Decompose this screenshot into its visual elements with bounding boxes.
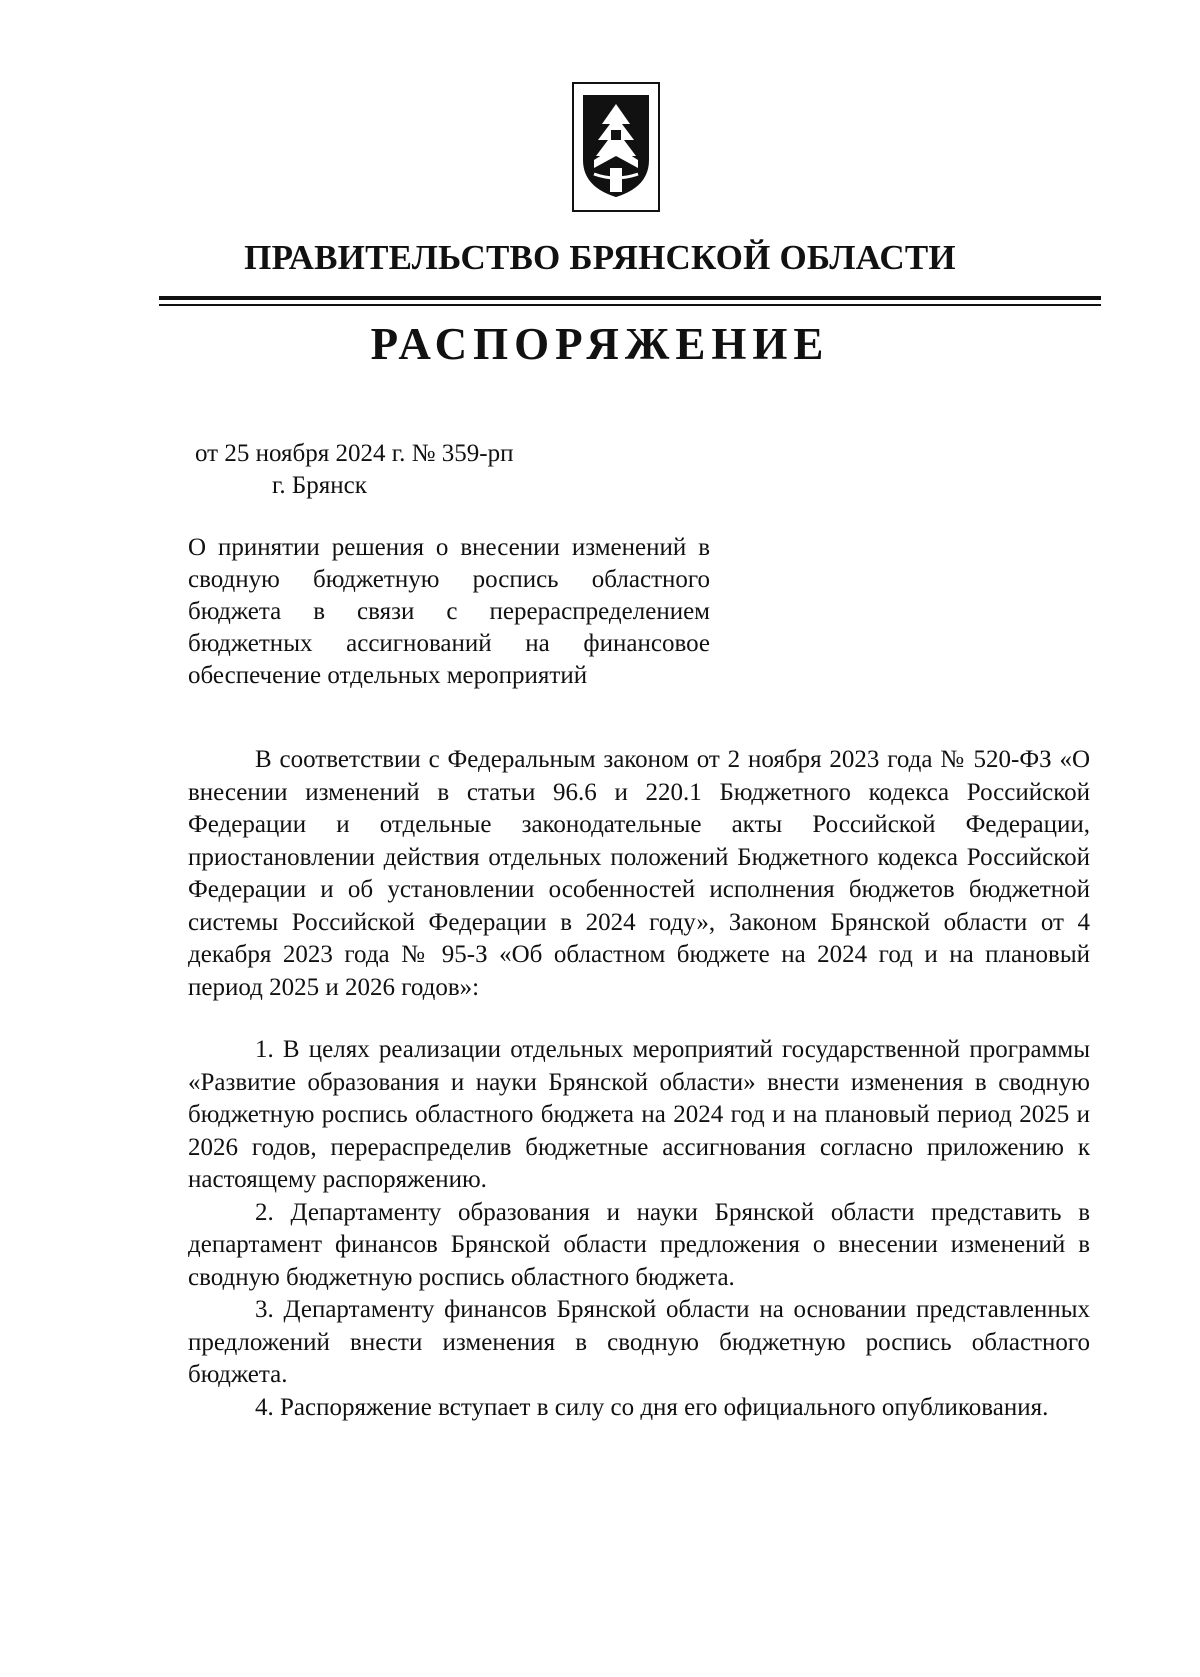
coat-of-arms-icon [572,82,660,212]
body-item-4: 4. Распоряжение вступает в силу со дня его официального опубликования. [255,1393,1049,1421]
header-rule-thick [159,296,1101,300]
organization-title: ПРАВИТЕЛЬСТВО БРЯНСКОЙ ОБЛАСТИ [244,238,956,277]
document-city: г. Брянск [272,472,367,499]
body-item-1: 1. В целях реализации отдельных мероприятий государственной программы «Развитие образования и науки Брянской области» внести изменения в сводную бюджетную роспись областного бюджета на 2024 год и на плановый период 2025 и 2026 годов, перераспределив бюджетные ассигнования согласно приложению к настоящему распоряжению. [188,1036,1090,1193]
body-preamble: В соответствии с Федеральным законом от 2 ноября 2023 года № 520-ФЗ «О внесении изменений в статьи 96.6 и 220.1 Бюджетного кодекса Российской Федерации и отдельные законодательные акты Российской Федерации, приостановлении действия отдельных положений Бюджетного кодекса Российской Федерации и об установлении особенностей исполнения бюджетов бюджетной системы Российской Федерации в 2024 году», Законом Брянской области от 4 декабря 2023 года № 95-З «Об областном бюджете на 2024 год и на плановый период 2025 и 2026 годов»: [188,746,1090,1001]
document-subject: О принятии решения о внесении изменений в сводную бюджетную роспись областного бюджета в связи с перераспределением бюджетных ассигнований на финансовое обеспечение отдельных мероприятий [188,534,710,689]
document-date-number: от 25 ноября 2024 г. № 359-рп [195,440,514,467]
body-item-3: 3. Департаменту финансов Брянской области на основании представленных предложений внести изменения в сводную бюджетную роспись областного бюджета. [188,1296,1090,1388]
body-item-2: 2. Департаменту образования и науки Брянской области представить в департамент финансов Брянской области предложения о внесении изменений в сводную бюджетную роспись областного бюджета. [188,1198,1090,1291]
document-type-title: РАСПОРЯЖЕНИЕ [370,319,830,369]
document-body [188,744,1090,1424]
header-rule-thin [159,304,1101,306]
